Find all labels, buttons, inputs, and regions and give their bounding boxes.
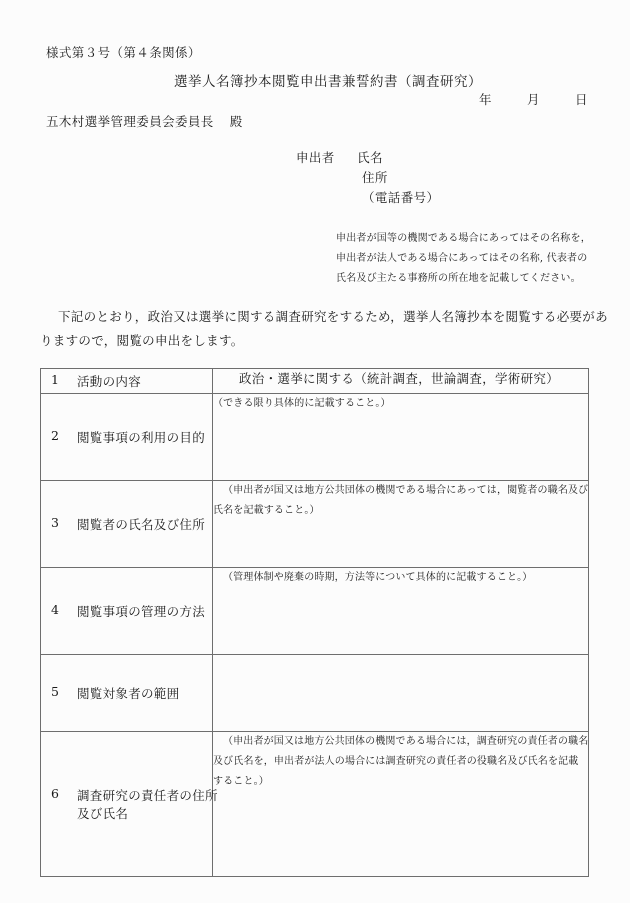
table-row-label-cell-4 [41, 568, 213, 655]
applicant-note-line-3: 氏名及び主たる事務所の所在地を記載してください。 [336, 273, 581, 284]
table-row-value-cell-1[interactable] [213, 369, 589, 394]
applicant-address-label: 住所 [362, 170, 388, 185]
table-row-label-cell-2 [41, 394, 213, 481]
table-row-value-cell-3[interactable] [213, 481, 589, 568]
table-row-label-cell-5 [41, 655, 213, 732]
addressee-name: 五木村選挙管理委員会委員長 [46, 114, 214, 129]
hint-line: （できる限り具体的に記載すること。） [213, 398, 391, 409]
table-row-number-2: 2 [51, 428, 60, 443]
addressee-honorific: 殿 [229, 114, 243, 129]
table-row-label-6: 調査研究の責任者の住所 [77, 788, 218, 803]
table-row-label-1: 活動の内容 [77, 374, 142, 389]
applicant-address-row [296, 168, 439, 188]
table-row-number-5: 5 [51, 684, 60, 699]
hint-line: 氏名を記載すること。） [213, 505, 320, 516]
body-paragraph-line-2: りますので，閲覧の申出をします。 [40, 333, 244, 348]
table-row-label-6-line2: 及び氏名 [77, 806, 129, 821]
applicant-phone-row [296, 188, 439, 208]
table-row-value-cell-2[interactable] [213, 394, 589, 481]
table-row-value-cell-4[interactable] [213, 568, 589, 655]
date-line [479, 90, 588, 108]
applicant-block [296, 148, 439, 208]
table-row-number-4: 4 [51, 602, 60, 617]
table-row-label-cell-3 [41, 481, 213, 568]
applicant-lead-label: 申出者 [296, 150, 335, 165]
body-paragraph [40, 305, 608, 353]
table-row-label-cell-6 [41, 732, 218, 877]
table-row-value-cell-6[interactable] [213, 732, 589, 877]
table-row [41, 481, 589, 568]
applicant-note-line-2: 申出者が法人である場合にあってはその名称, 代表者の [336, 253, 588, 264]
table-row-value-cell-5[interactable] [213, 655, 589, 732]
hint-line: すること。） [213, 776, 269, 787]
table-row-label-3: 閲覧者の氏名及び住所 [77, 517, 206, 532]
table-row [41, 732, 589, 877]
applicant-phone-label: （電話番号） [362, 190, 440, 205]
applicant-note-line-1: 申出者が国等の機関である場合にあってはその名称を， [336, 233, 591, 244]
hint-line: （申出者が国又は地方公共団体の機関である場合にあっては，閲覧者の職名及び [223, 485, 589, 496]
table-row-number-3: 3 [51, 515, 60, 530]
table-row [41, 655, 589, 732]
addressee-line [46, 112, 243, 130]
date-month-label: 月 [527, 92, 541, 107]
table-row-number-1: 1 [51, 372, 60, 387]
applicant-name-row [296, 148, 439, 168]
table-row [41, 568, 589, 655]
table-row [41, 394, 589, 481]
hint-line: （申出者が国又は地方公共団体の機関である場合には，調査研究の責任者の職名 [223, 736, 589, 747]
application-table [40, 368, 589, 877]
page-title: 選挙人名簿抄本閲覧申出書兼誓約書（調査研究） [174, 74, 482, 90]
table-row [41, 369, 589, 394]
table-row-hint-2 [213, 394, 588, 414]
table-row-hint-4 [213, 568, 588, 588]
date-day-label: 日 [574, 92, 588, 107]
table-row-label-2: 閲覧事項の利用の目的 [77, 430, 206, 445]
activity-content-value: 政治・選挙に関する（統計調査，世論調査，学術研究） [239, 371, 560, 386]
table-row-hint-3 [213, 481, 588, 521]
table-row-label-cell-1 [41, 369, 213, 394]
table-row-label-4: 閲覧事項の管理の方法 [77, 604, 206, 619]
form-code: 様式第３号（第４条関係） [46, 45, 201, 60]
hint-line: （管理体制や廃棄の時期，方法等について具体的に記載すること。） [223, 572, 533, 583]
applicant-note [336, 229, 590, 289]
table-row-hint-6 [213, 732, 588, 792]
hint-line: 及び氏名を，申出者が法人の場合には調査研究の責任者の役職名及び氏名を記載 [213, 756, 579, 767]
date-year-label: 年 [479, 92, 493, 107]
body-paragraph-line-1: 下記のとおり，政治又は選挙に関する調査研究をするため，選挙人名簿抄本を閲覧する必要があ [58, 309, 608, 324]
applicant-name-label: 氏名 [357, 150, 383, 165]
table-row-label-5: 閲覧対象者の範囲 [77, 686, 180, 701]
table-row-number-6: 6 [51, 786, 60, 801]
